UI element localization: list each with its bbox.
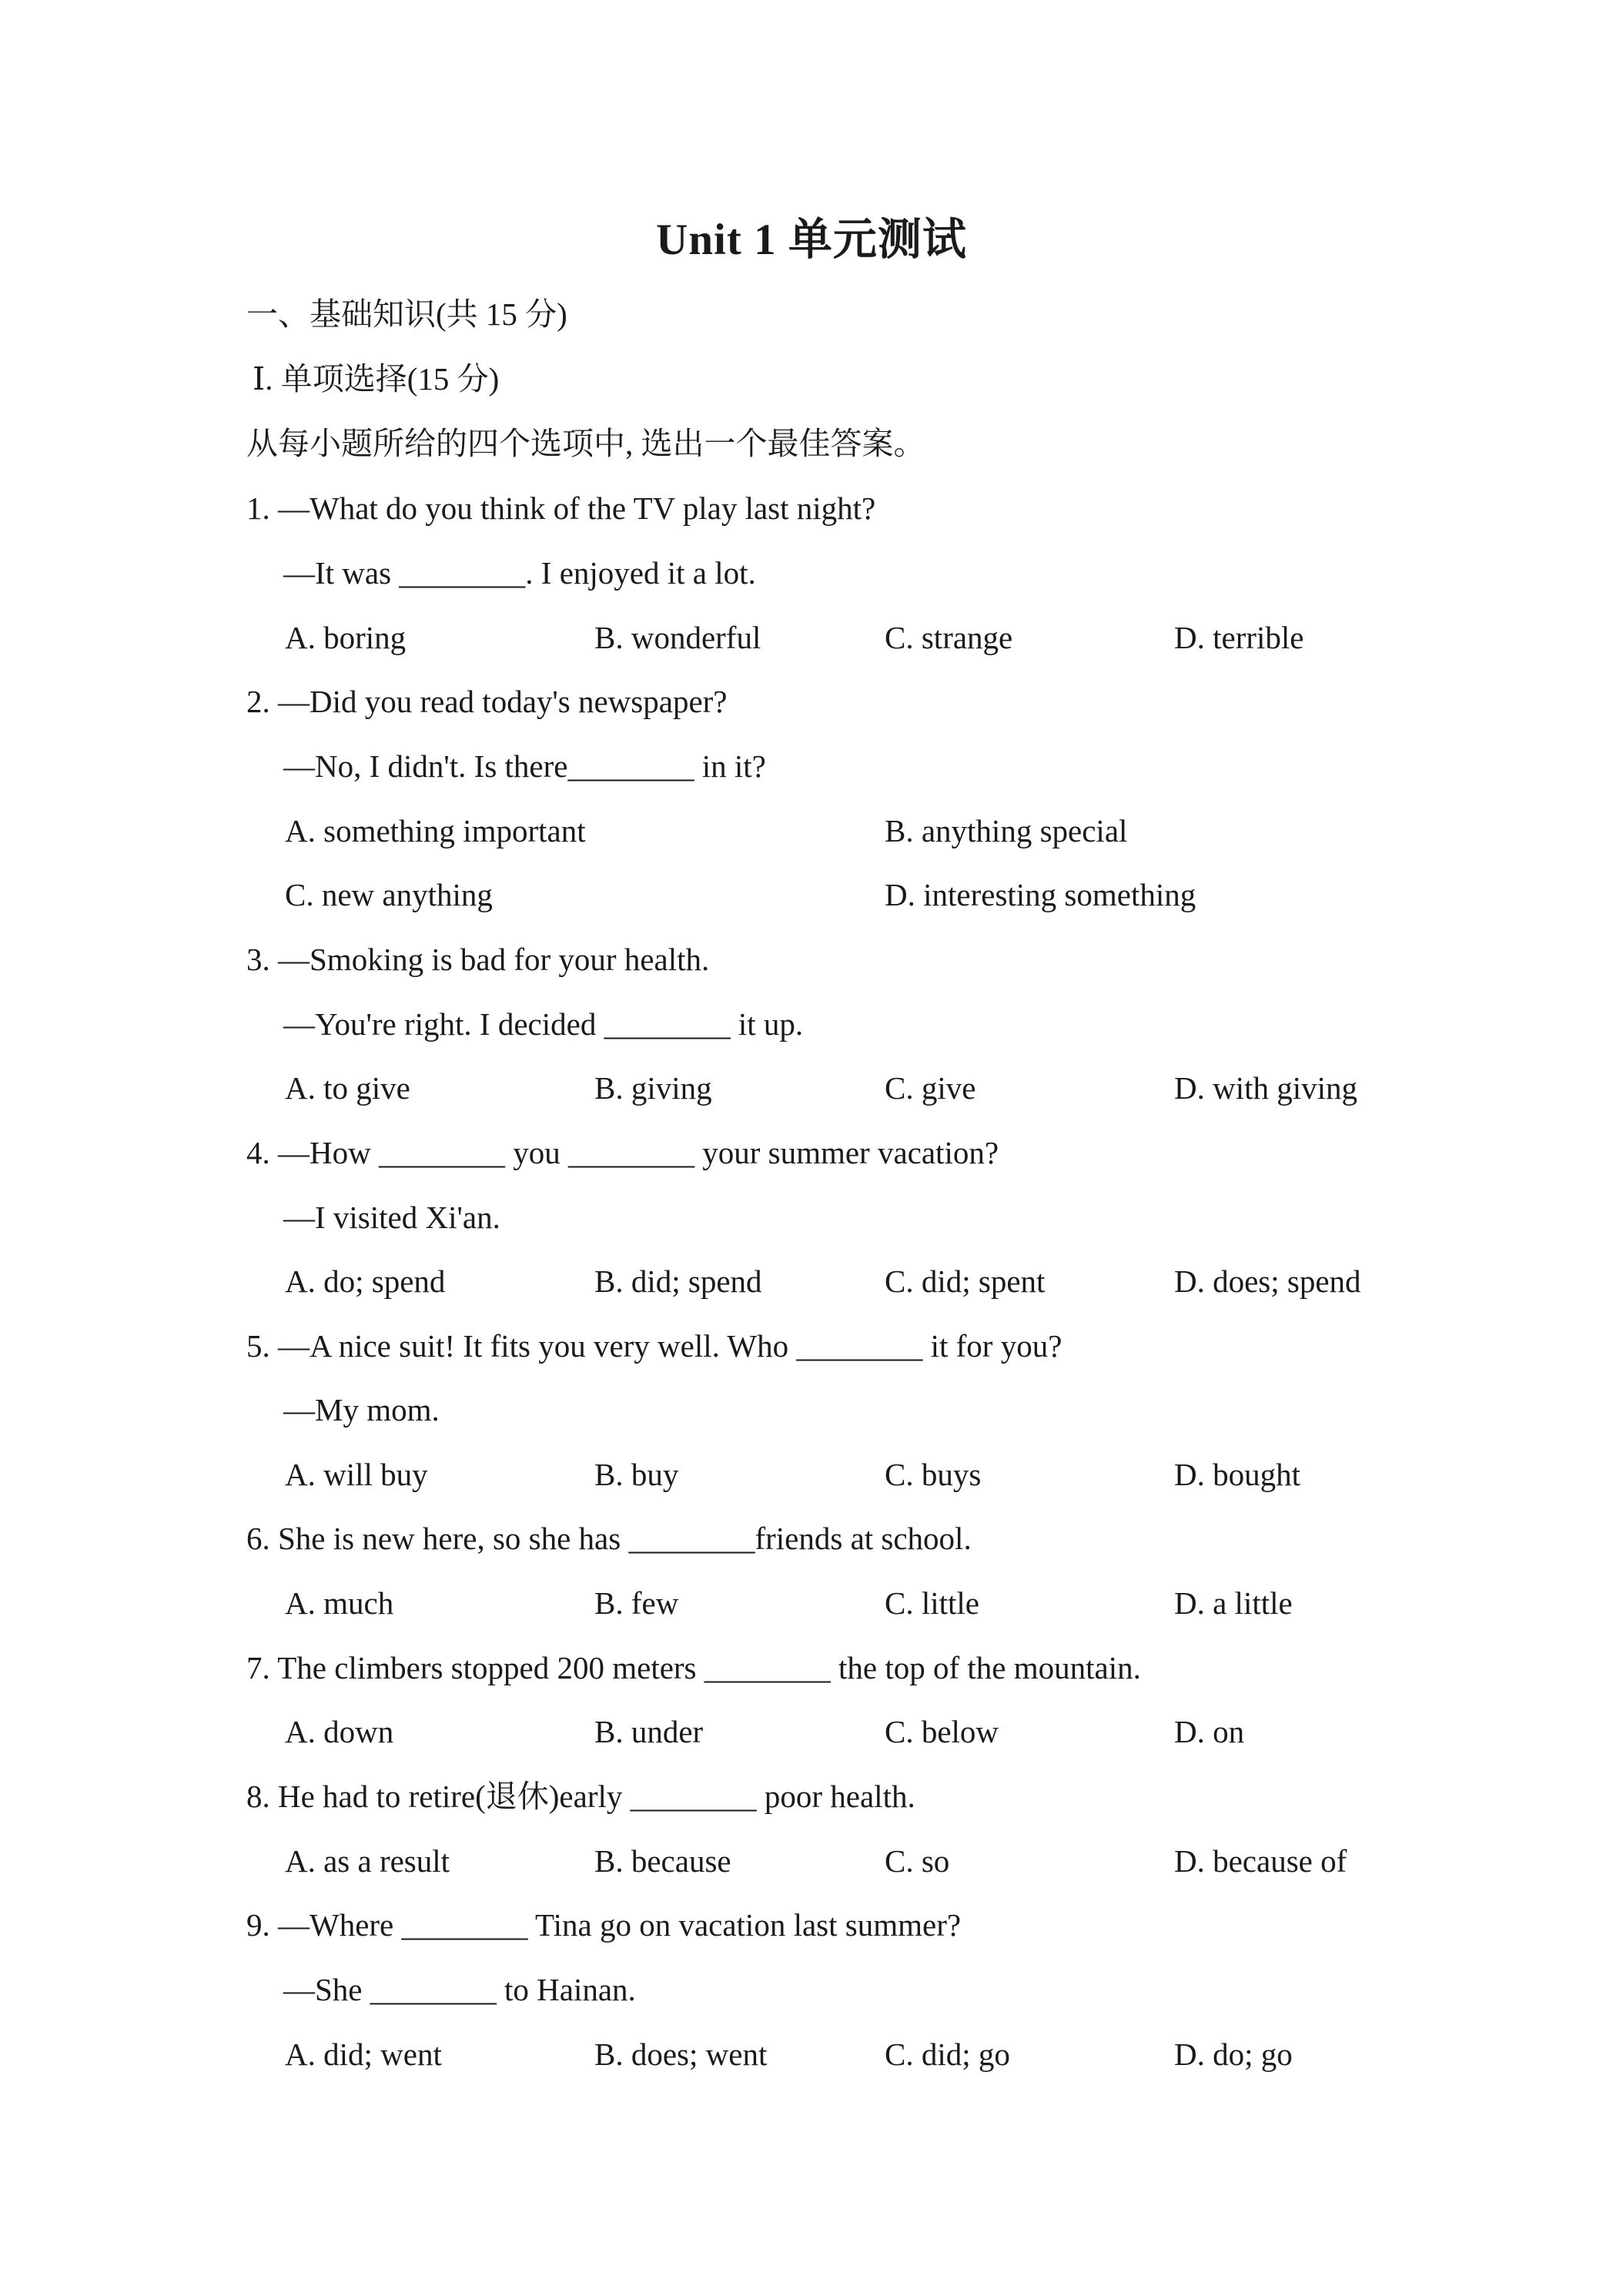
option-d: D. a little — [1174, 1585, 1293, 1621]
option-b: B. because — [594, 1843, 731, 1879]
option-a: A. something important — [285, 813, 586, 848]
instruction-text: 从每小题所给的四个选项中, 选出一个最佳答案。 — [246, 426, 925, 461]
question-reply: —I visited Xi'an. — [283, 1200, 500, 1235]
option-b: B. anything special — [885, 813, 1128, 848]
option-c: C. below — [885, 1714, 999, 1749]
option-a: A. much — [285, 1585, 394, 1621]
option-d: D. with giving — [1174, 1070, 1358, 1106]
option-a: A. down — [285, 1714, 394, 1749]
option-b: B. did; spend — [594, 1263, 762, 1299]
question-stem: 3. —Smoking is bad for your health. — [246, 942, 710, 977]
option-a: A. will buy — [285, 1457, 428, 1492]
page-title: Unit 1 单元测试 — [656, 216, 967, 264]
question-stem: 8. He had to retire(退休)early ________ poor health. — [246, 1779, 915, 1814]
option-d: D. does; spend — [1174, 1263, 1361, 1299]
option-b: B. few — [594, 1585, 679, 1621]
option-c: C. new anything — [285, 877, 493, 912]
option-c: C. did; go — [885, 2037, 1010, 2072]
option-d: D. bought — [1174, 1457, 1300, 1492]
option-b: B. under — [594, 1714, 704, 1749]
option-b: B. buy — [594, 1457, 679, 1492]
section-heading: 一、基础知识(共 15 分) — [246, 296, 567, 332]
question-stem: 2. —Did you read today's newspaper? — [246, 684, 728, 719]
question-stem: 7. The climbers stopped 200 meters ________ the top of the mountain. — [246, 1650, 1141, 1685]
option-c: C. give — [885, 1070, 976, 1106]
option-d: D. do; go — [1174, 2037, 1293, 2072]
question-reply: —You're right. I decided ________ it up. — [283, 1006, 804, 1042]
question-stem: 1. —What do you think of the TV play last night? — [246, 490, 876, 526]
option-b: B. does; went — [594, 2037, 768, 2072]
question-reply: —It was ________. I enjoyed it a lot. — [283, 555, 756, 591]
option-c: C. little — [885, 1585, 979, 1621]
option-c: C. so — [885, 1843, 950, 1879]
question-stem: 4. —How ________ you ________ your summer vacation? — [246, 1135, 999, 1170]
option-a: A. did; went — [285, 2037, 442, 2072]
question-reply: —My mom. — [283, 1392, 440, 1427]
option-b: B. giving — [594, 1070, 712, 1106]
option-c: C. did; spent — [885, 1263, 1046, 1299]
option-c: C. buys — [885, 1457, 982, 1492]
option-a: A. do; spend — [285, 1263, 446, 1299]
option-a: A. as a result — [285, 1843, 450, 1879]
option-d: D. because of — [1174, 1843, 1347, 1879]
option-d: D. terrible — [1174, 620, 1304, 655]
sub-heading: Ⅰ. 单项选择(15 分) — [253, 361, 500, 397]
question-reply: —No, I didn't. Is there________ in it? — [283, 748, 766, 784]
option-d: D. on — [1174, 1714, 1245, 1749]
question-reply: —She ________ to Hainan. — [283, 1972, 636, 2007]
option-a: A. boring — [285, 620, 407, 655]
option-c: C. strange — [885, 620, 1013, 655]
question-stem: 6. She is new here, so she has ________friends at school. — [246, 1521, 972, 1556]
question-stem: 9. —Where ________ Tina go on vacation last summer? — [246, 1907, 962, 1943]
option-a: A. to give — [285, 1070, 410, 1106]
option-b: B. wonderful — [594, 620, 761, 655]
question-stem: 5. —A nice suit! It fits you very well. Who ________ it for you? — [246, 1328, 1062, 1364]
option-d: D. interesting something — [885, 877, 1196, 912]
